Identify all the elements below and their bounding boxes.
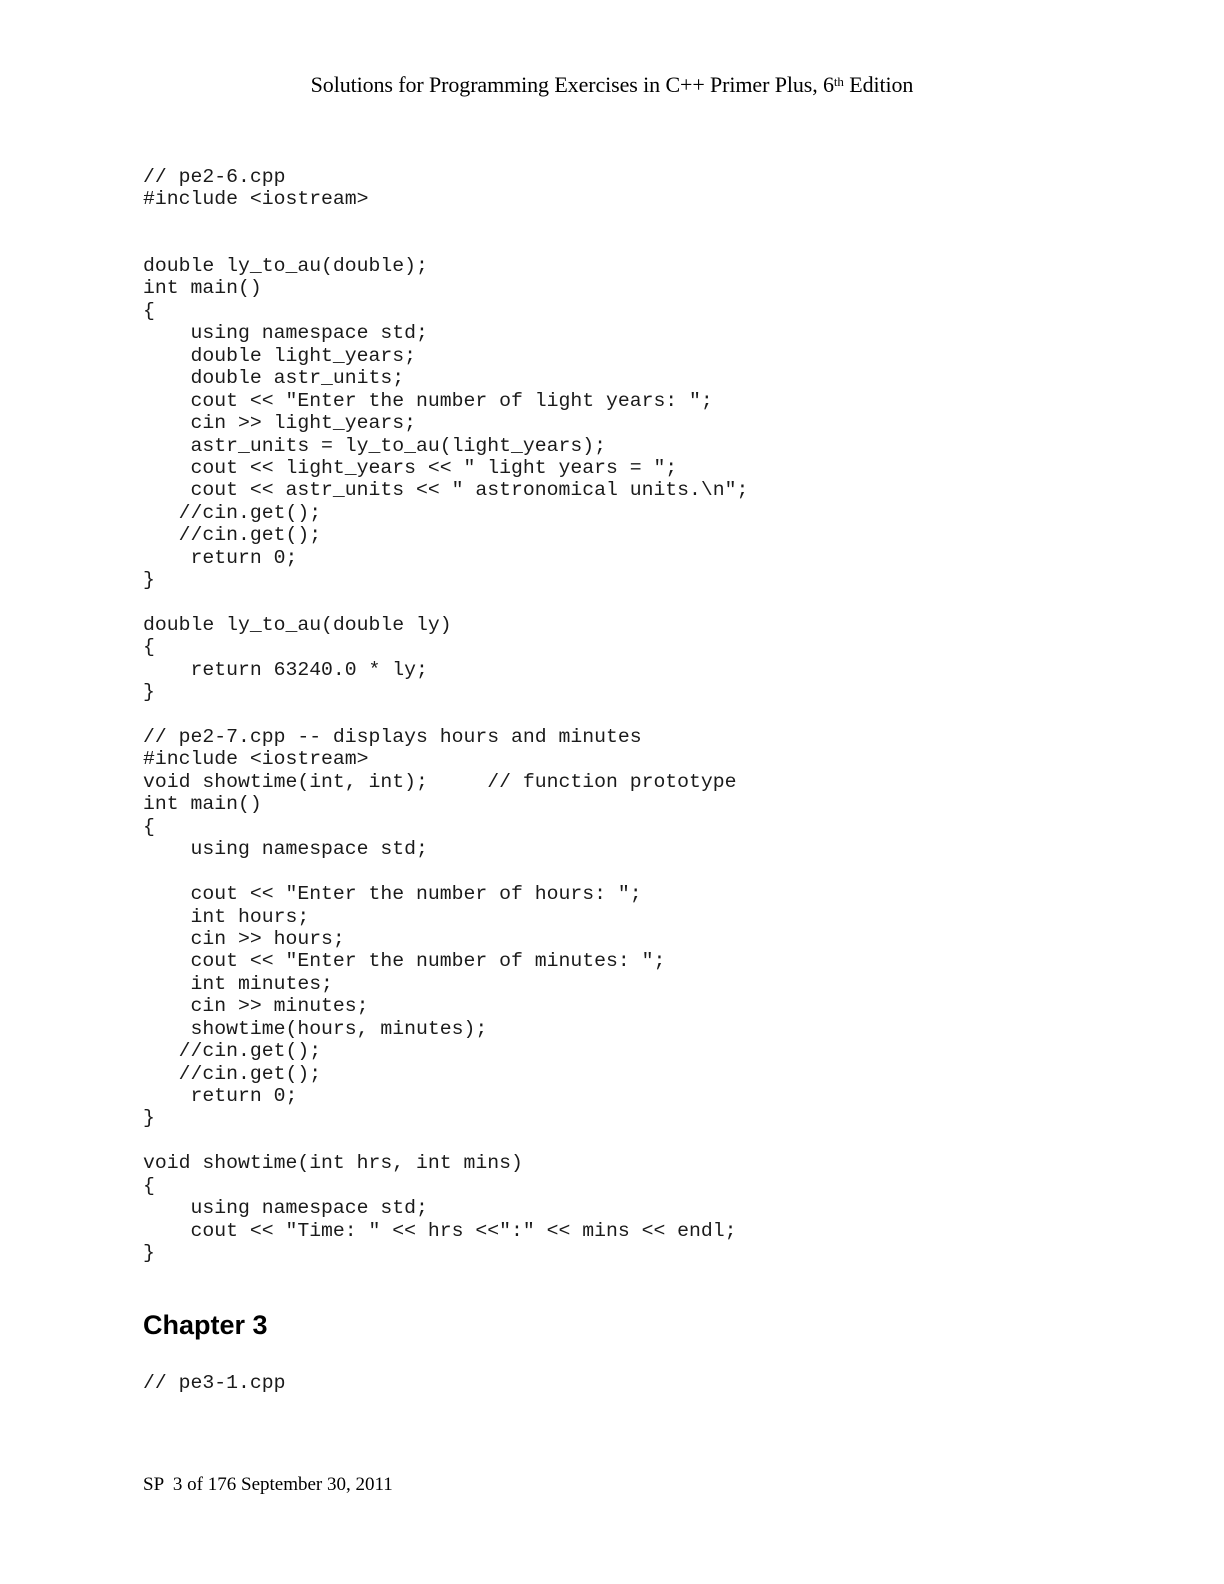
code-line: cout << "Enter the number of hours: ";: [143, 883, 642, 906]
code-line: return 63240.0 * ly;: [143, 658, 428, 681]
code-line: #include <iostream>: [143, 748, 369, 771]
code-line: #include <iostream>: [143, 188, 369, 211]
code-line: [143, 1130, 737, 1152]
code-line: cin >> minutes;: [143, 995, 369, 1018]
code-line: showtime(hours, minutes);: [143, 1017, 488, 1040]
code-listing-pe3-1: [143, 1372, 285, 1394]
code-line: }: [143, 681, 155, 704]
code-line: {: [143, 1174, 155, 1197]
code-line: using namespace std;: [143, 1197, 428, 1220]
code-line: // pe3-1.cpp: [143, 1372, 286, 1394]
code-line: cout << light_years << " light years = ";: [143, 456, 678, 479]
code-line: int main(): [143, 277, 262, 300]
code-line: int hours;: [143, 905, 310, 928]
code-line: //cin.get();: [143, 1062, 322, 1085]
page-footer: SP 3 of 176 September 30, 2011: [143, 1474, 393, 1495]
code-line: // pe2-7.cpp -- displays hours and minutes: [143, 726, 642, 748]
code-listing-pe2-6-header: [143, 166, 369, 211]
code-line: cout << "Enter the number of minutes: ";: [143, 950, 666, 973]
code-line: cout << astr_units << " astronomical units.\n";: [143, 479, 749, 502]
code-line: [143, 592, 748, 614]
code-listing-pe2-6-body: [143, 255, 748, 704]
code-line: {: [143, 815, 155, 838]
code-line: using namespace std;: [143, 322, 428, 345]
code-line: }: [143, 1107, 155, 1130]
header-title: Solutions for Programming Exercises in C++ Primer Plus, 6: [310, 72, 834, 97]
code-line: // pe2-6.cpp: [143, 166, 286, 188]
chapter-heading: Chapter 3: [143, 1310, 268, 1340]
code-line: //cin.get();: [143, 1040, 322, 1063]
code-line: void showtime(int hrs, int mins): [143, 1152, 523, 1175]
code-line: using namespace std;: [143, 838, 428, 861]
code-line: {: [143, 299, 155, 322]
code-line: cout << "Time: " << hrs <<":" << mins << endl;: [143, 1219, 737, 1242]
code-line: int minutes;: [143, 972, 333, 995]
code-line: double ly_to_au(double);: [143, 255, 428, 277]
code-line: [143, 861, 737, 883]
code-line: cout << "Enter the number of light years: ";: [143, 389, 713, 412]
code-line: void showtime(int, int); // function prototype: [143, 770, 737, 793]
header-title-superscript: th: [833, 74, 844, 89]
code-line: cin >> hours;: [143, 927, 345, 950]
code-line: //cin.get();: [143, 501, 322, 524]
code-line: int main(): [143, 793, 262, 816]
header-title-end: Edition: [843, 72, 914, 97]
code-line: {: [143, 636, 155, 659]
code-line: double astr_units;: [143, 367, 405, 390]
code-line: double ly_to_au(double ly): [143, 614, 452, 636]
code-line: double light_years;: [143, 344, 417, 367]
code-line: astr_units = ly_to_au(light_years);: [143, 434, 606, 457]
code-line: }: [143, 569, 155, 592]
code-listing-pe2-7: [143, 726, 737, 1265]
code-line: cin >> light_years;: [143, 412, 417, 435]
code-line: return 0;: [143, 1085, 298, 1107]
code-line: }: [143, 1242, 155, 1265]
code-line: return 0;: [143, 546, 298, 569]
code-line: //cin.get();: [143, 524, 322, 547]
running-header: [0, 70, 1224, 100]
